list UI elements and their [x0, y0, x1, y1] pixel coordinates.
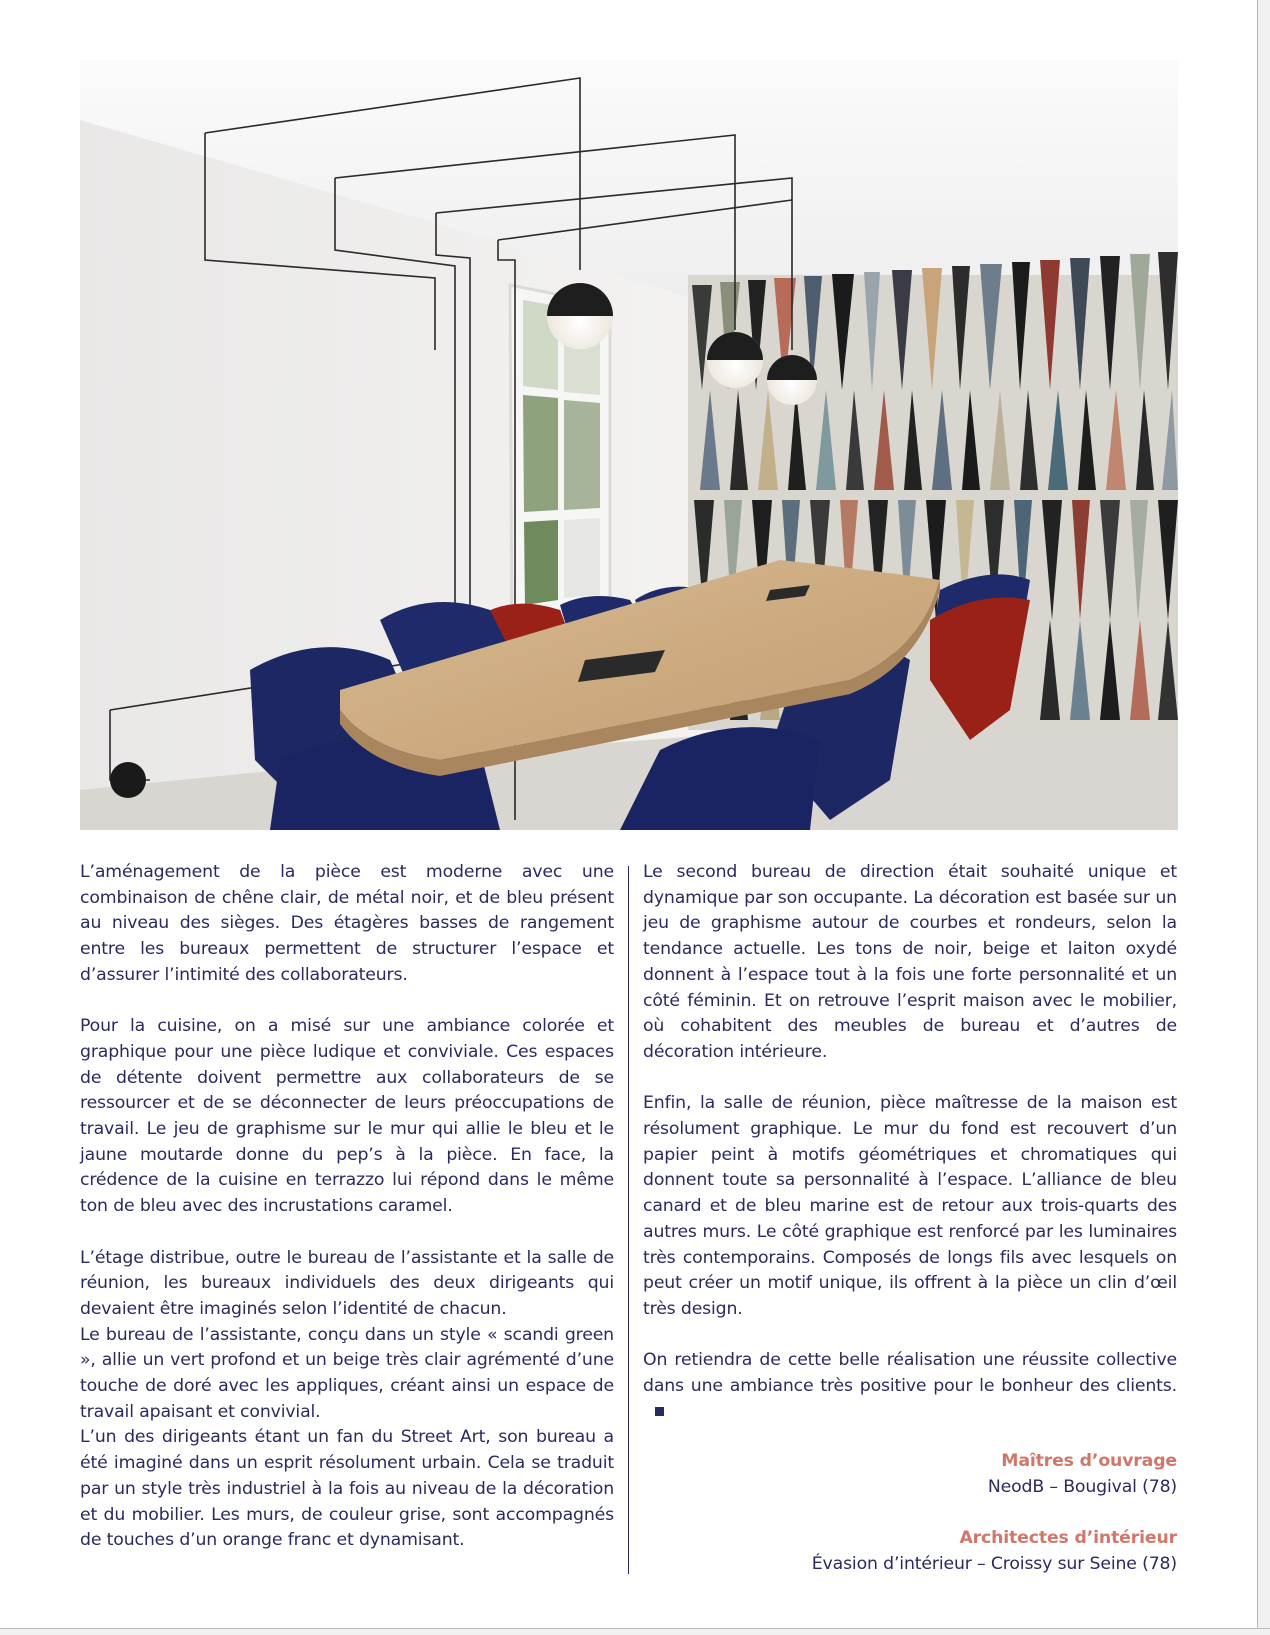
article-column-left [80, 860, 614, 1554]
owner-role-label: Maîtres d’ouvrage [1001, 1451, 1177, 1471]
paragraph-street-art-office: L’un des dirigeants étant un fan du Street Art, son bureau a été imaginé dans un esprit résolument urbain. Cela se traduit par un style très industriel à la fois au niveau de la décoration et du mobilier. Les murs, de couleur grise, sont accompagnés de touches d’un orange franc et dynamisant. [80, 1427, 614, 1551]
paragraph-kitchen: Pour la cuisine, on a misé sur une ambiance colorée et graphique pour une pièce ludique et conviviale. Ces espaces de détente doivent permettre aux collaborateurs de se ressourcer et de se déconnecter de leurs préoccupations de travail. Le jeu de graphisme sur le mur qui allie le bleu et le jaune moutarde donne du pep’s à la pièce. En face, la crédence de la cuisine en terrazzo lui répond dans le même ton de bleu avec des incrustations caramel. [80, 1016, 614, 1217]
meeting-room-illustration [80, 60, 1178, 830]
paragraph-layout: L’aménagement de la pièce est moderne avec une combinaison de chêne clair, de métal noir, et de bleu présent au niveau des sièges. Des étagères basses de rangement entre les bureaux permettent de structurer l’espace et d’assurer l’intimité des collaborateurs. [80, 862, 614, 985]
end-of-article-mark [655, 1407, 664, 1416]
column-divider [628, 866, 629, 1574]
architect-name: Évasion d’intérieur – Croissy sur Seine (78) [811, 1553, 1177, 1574]
architect-role-label: Architectes d’intérieur [959, 1528, 1177, 1549]
owner-name: NeodB – Bougival (78) [987, 1476, 1177, 1497]
paragraph-second-office: Le second bureau de direction était souhaité unique et dynamique par son occupante. La décoration est basée sur un jeu de graphisme autour de courbes et rondeurs, selon la tendance actuelle. Les tons de noir, beige et laiton oxydé donnent à l’espace tout à la fois une forte personnalité et un côté féminin. Et on retrouve l’esprit maison avec le mobilier, où cohabitent des meubles de bureau et d’autres de décoration intérieure. [643, 862, 1177, 1062]
paragraph-meeting-room: Enfin, la salle de réunion, pièce maîtresse de la maison est résolument graphique. Le mur du fond est recouvert d’un papier peint à motifs géométriques et chromatiques qui donnent toute sa personnalité à l’espace. L’alliance de bleu canard et de bleu marine est de retour aux trois-quarts des autres murs. Le côté graphique est renforcé par les luminaires très contemporains. Composés de longs fils avec lesquels on peut créer un motif unique, ils offrent à la pièce un clin d’œil très design. [643, 1093, 1177, 1319]
wall-socket [110, 762, 146, 798]
paragraph-upstairs: L’étage distribue, outre le bureau de l’assistante et la salle de réunion, les bureaux individuels des deux dirigeants qui devaient être imaginés selon l’identité de chacun. [80, 1247, 614, 1319]
paragraph-assistant-office: Le bureau de l’assistante, conçu dans un style « scandi green », allie un vert profond et un beige très clair agrémenté d’une touche de doré avec les appliques, créant ainsi un espace de travail apaisant et convivial. [80, 1324, 614, 1422]
page-edge-right [1257, 0, 1270, 1634]
article-column-right [643, 860, 1177, 1425]
paragraph-conclusion [643, 1348, 1177, 1425]
conclusion-text: On retiendra de cette belle réalisation une réussite collective dans une ambiance très positive pour le bonheur des clients. [643, 1350, 1177, 1397]
meeting-room-photo [80, 60, 1178, 830]
project-credits [812, 1449, 1177, 1578]
